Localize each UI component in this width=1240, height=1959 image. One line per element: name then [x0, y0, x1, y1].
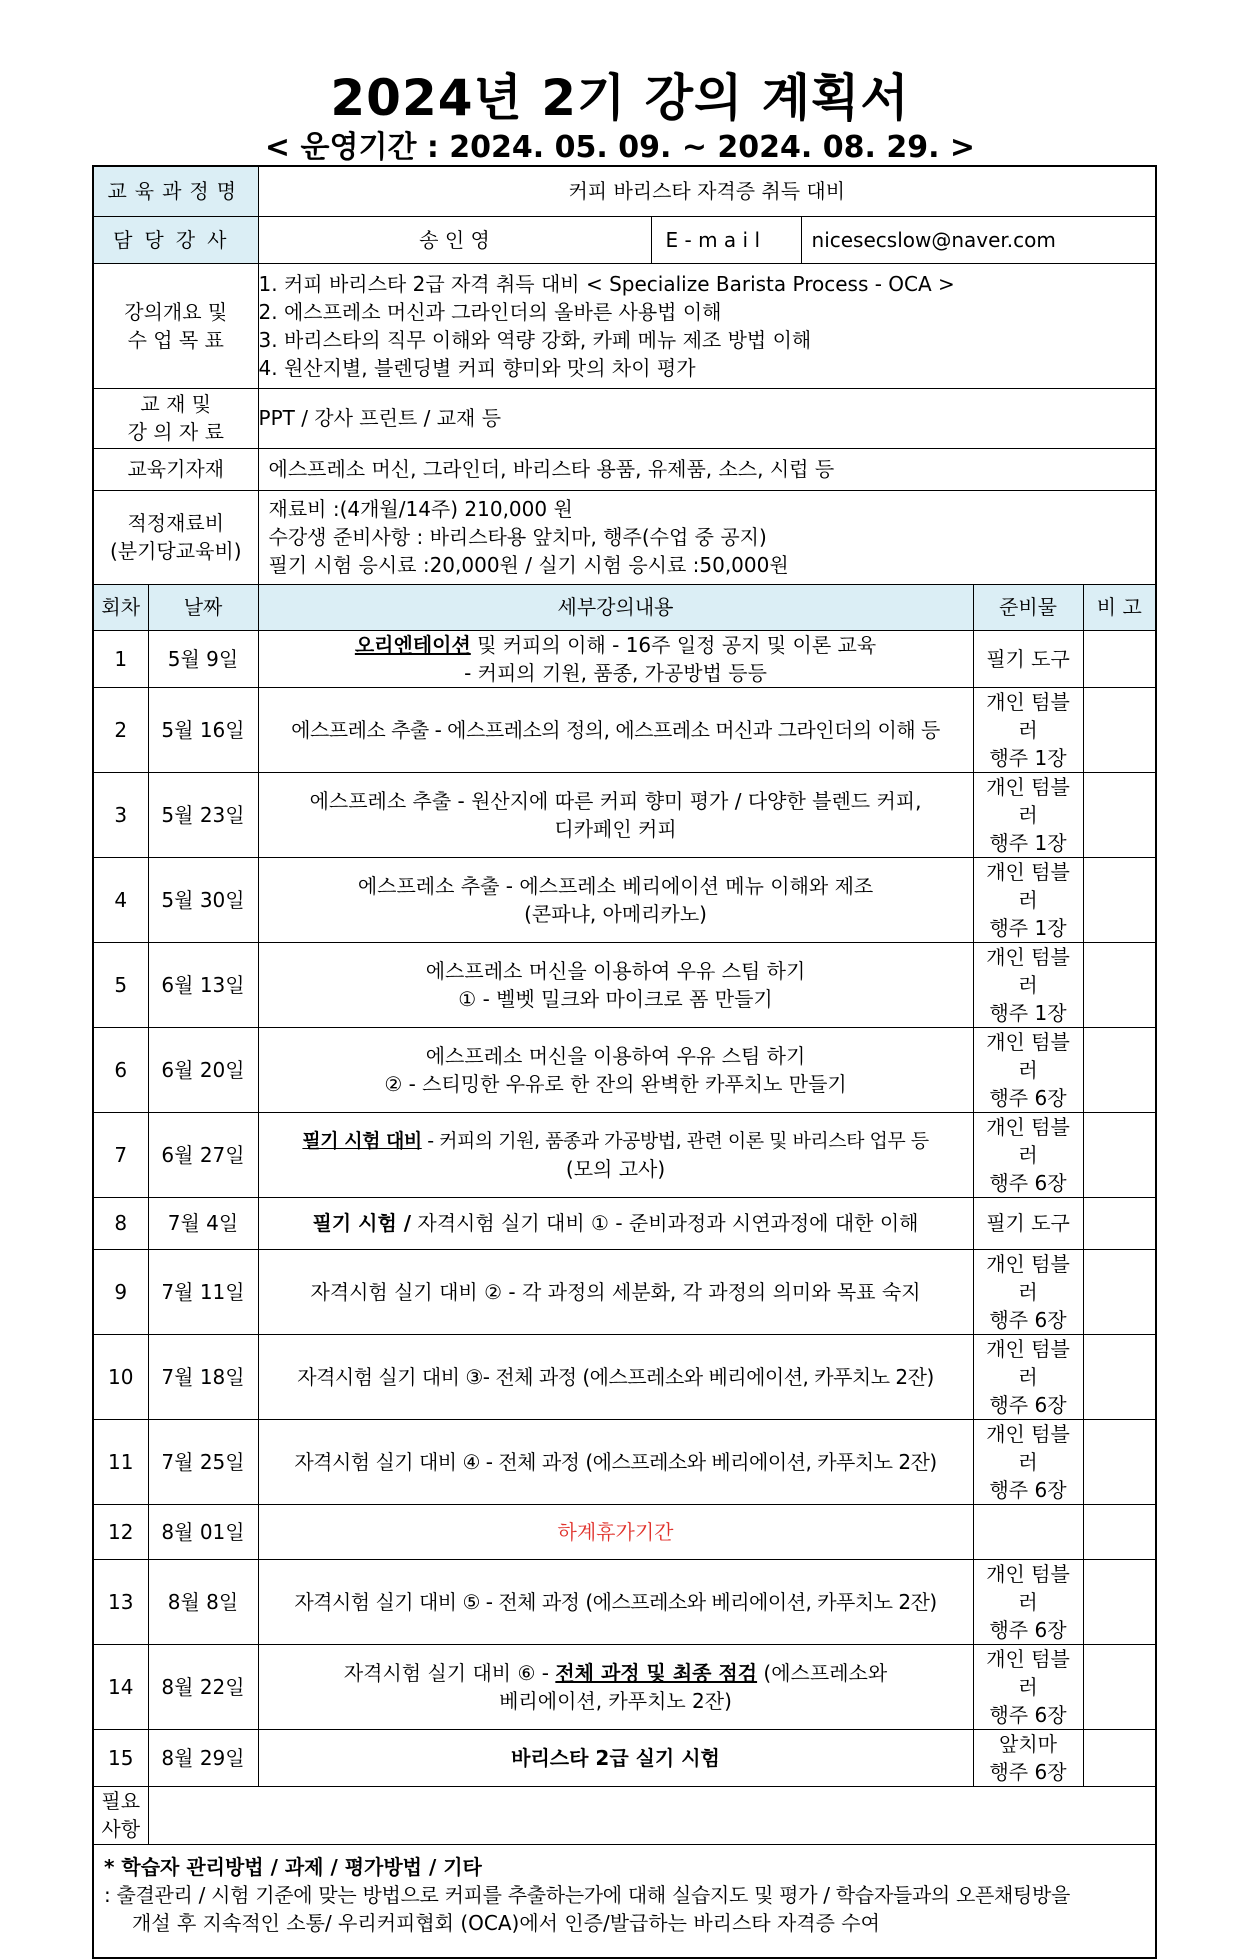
needs-value	[148, 1786, 1156, 1844]
table-row	[93, 772, 1156, 857]
operating-period: < 운영기간 : 2024. 05. 09. ~ 2024. 08. 29. >	[264, 130, 976, 165]
col-header-content: 세부강의내용	[258, 584, 973, 630]
session-content: 에스프레소 머신을 이용하여 우유 스팀 하기 ② - 스티밍한 우유로 한 잔의 완벽한 카푸치노 만들기	[258, 1027, 973, 1112]
session-no: 14	[93, 1644, 148, 1729]
session-no: 4	[93, 857, 148, 942]
session-prep: 개인 텀블러 행주 6장	[973, 1334, 1083, 1419]
session-no: 10	[93, 1334, 148, 1419]
fee-label: 적정재료비 (분기당교육비)	[93, 490, 258, 584]
session-content: 에스프레소 추출 - 에스프레소의 정의, 에스프레소 머신과 그라인더의 이해 등	[258, 687, 973, 772]
session-prep: 필기 도구	[973, 630, 1083, 687]
session-content: 자격시험 실기 대비 ⑥ - 전체 과정 및 최종 점검 (에스프레소와 베리에이션, 카푸치노 2잔)	[258, 1644, 973, 1729]
session-note	[1083, 1249, 1156, 1334]
session-date: 6월 13일	[148, 942, 258, 1027]
session-date: 6월 20일	[148, 1027, 258, 1112]
session-content: 자격시험 실기 대비 ④ - 전체 과정 (에스프레소와 베리에이션, 카푸치노 2잔)	[258, 1419, 973, 1504]
session-prep: 개인 텀블러 행주 6장	[973, 1249, 1083, 1334]
table-row	[93, 1197, 1156, 1249]
session-no: 5	[93, 942, 148, 1027]
session-no: 13	[93, 1559, 148, 1644]
overview-item: 4. 원산지별, 블렌딩별 커피 향미와 맛의 차이 평가	[258, 355, 696, 380]
email-label: E - m a i l	[651, 216, 801, 263]
table-row	[93, 630, 1156, 687]
session-date: 5월 30일	[148, 857, 258, 942]
course-name-label: 교육과정명	[93, 166, 258, 216]
session-prep: 개인 텀블러 행주 1장	[973, 687, 1083, 772]
table-row	[93, 1729, 1156, 1786]
table-row	[93, 942, 1156, 1027]
needs-label: 필요 사항	[93, 1786, 148, 1844]
session-note	[1083, 1729, 1156, 1786]
table-row	[93, 1504, 1156, 1559]
course-name-value: 커피 바리스타 자격증 취득 대비	[258, 166, 1156, 216]
session-no: 3	[93, 772, 148, 857]
session-content: 자격시험 실기 대비 ⑤ - 전체 과정 (에스프레소와 베리에이션, 카푸치노 2잔)	[258, 1559, 973, 1644]
session-date: 7월 25일	[148, 1419, 258, 1504]
session-prep	[973, 1504, 1083, 1559]
lecture-plan-table	[92, 165, 1157, 1959]
session-no: 6	[93, 1027, 148, 1112]
table-row	[93, 1559, 1156, 1644]
session-date: 5월 23일	[148, 772, 258, 857]
session-content: 에스프레소 추출 - 에스프레소 베리에이션 메뉴 이해와 제조 (콘파냐, 아메리카노)	[258, 857, 973, 942]
col-header-note: 비 고	[1083, 584, 1156, 630]
session-note	[1083, 1112, 1156, 1197]
session-note	[1083, 1504, 1156, 1559]
session-note	[1083, 1027, 1156, 1112]
session-date: 8월 01일	[148, 1504, 258, 1559]
fee-details: 재료비 :(4개월/14주) 210,000 원 수강생 준비사항 : 바리스타용 앞치마, 행주(수업 중 공지) 필기 시험 응시료 :20,000원 / 실기 시험 응시료 :50,000원	[258, 490, 1156, 584]
instructor-value: 송 인 영	[258, 216, 651, 263]
session-content: 에스프레소 머신을 이용하여 우유 스팀 하기 ① - 벨벳 밀크와 마이크로 폼 만들기	[258, 942, 973, 1027]
holiday-notice: 하계휴가기간	[258, 1504, 973, 1559]
session-prep: 개인 텀블러 행주 6장	[973, 1027, 1083, 1112]
session-no: 7	[93, 1112, 148, 1197]
page-title: 2024년 2기 강의 계획서	[330, 69, 910, 127]
table-row	[93, 1027, 1156, 1112]
table-row	[93, 857, 1156, 942]
session-date: 7월 18일	[148, 1334, 258, 1419]
session-content: 필기 시험 / 자격시험 실기 대비 ① - 준비과정과 시연과정에 대한 이해	[258, 1197, 973, 1249]
table-row	[93, 1644, 1156, 1729]
session-content: 바리스타 2급 실기 시험	[258, 1729, 973, 1786]
col-header-no: 회차	[93, 584, 148, 630]
overview-item: 3. 바리스타의 직무 이해와 역량 강화, 카페 메뉴 제조 방법 이해	[258, 327, 812, 352]
session-note	[1083, 1197, 1156, 1249]
session-content: 자격시험 실기 대비 ③- 전체 과정 (에스프레소와 베리에이션, 카푸치노 2잔)	[258, 1334, 973, 1419]
table-row	[93, 1249, 1156, 1334]
session-note	[1083, 1419, 1156, 1504]
session-prep: 개인 텀블러 행주 6장	[973, 1644, 1083, 1729]
table-row	[93, 1419, 1156, 1504]
overview-list	[258, 263, 1156, 388]
session-content: 에스프레소 추출 - 원산지에 따른 커피 향미 평가 / 다양한 블렌드 커피, 디카페인 커피	[258, 772, 973, 857]
session-date: 7월 11일	[148, 1249, 258, 1334]
email-value: nicesecslow@naver.com	[801, 216, 1156, 263]
session-note	[1083, 772, 1156, 857]
session-no: 2	[93, 687, 148, 772]
table-row	[93, 1334, 1156, 1419]
equipment-label: 교육기자재	[93, 448, 258, 490]
materials-value: PPT / 강사 프린트 / 교재 등	[258, 388, 1156, 448]
overview-item: 1. 커피 바리스타 2급 자격 취득 대비 < Specialize Barista Process - OCA >	[258, 271, 955, 296]
session-prep: 앞치마 행주 6장	[973, 1729, 1083, 1786]
col-header-date: 날짜	[148, 584, 258, 630]
session-note	[1083, 630, 1156, 687]
session-prep: 개인 텀블러 행주 1장	[973, 857, 1083, 942]
materials-label: 교 재 및 강 의 자 료	[93, 388, 258, 448]
session-prep: 필기 도구	[973, 1197, 1083, 1249]
session-note	[1083, 1334, 1156, 1419]
table-row	[93, 1112, 1156, 1197]
session-date: 8월 22일	[148, 1644, 258, 1729]
session-note	[1083, 1644, 1156, 1729]
session-no: 1	[93, 630, 148, 687]
management-notes	[93, 1844, 1156, 1958]
session-content: 오리엔테이션 및 커피의 이해 - 16주 일정 공지 및 이론 교육 - 커피의 기원, 품종, 가공방법 등등	[258, 630, 973, 687]
overview-item: 2. 에스프레소 머신과 그라인더의 올바른 사용법 이해	[258, 299, 722, 324]
session-note	[1083, 1559, 1156, 1644]
session-no: 8	[93, 1197, 148, 1249]
overview-label: 강의개요 및 수 업 목 표	[93, 263, 258, 388]
session-no: 12	[93, 1504, 148, 1559]
session-no: 11	[93, 1419, 148, 1504]
session-prep: 개인 텀블러 행주 6장	[973, 1559, 1083, 1644]
session-no: 15	[93, 1729, 148, 1786]
session-note	[1083, 942, 1156, 1027]
equipment-value: 에스프레소 머신, 그라인더, 바리스타 용품, 유제품, 소스, 시럽 등	[258, 448, 1156, 490]
management-line: 개설 후 지속적인 소통/ 우리커피협회 (OCA)에서 인증/발급하는 바리스타 자격증 수여	[132, 1910, 880, 1935]
session-prep: 개인 텀블러 행주 1장	[973, 942, 1083, 1027]
session-date: 6월 27일	[148, 1112, 258, 1197]
table-row	[93, 687, 1156, 772]
session-prep: 개인 텀블러 행주 6장	[973, 1112, 1083, 1197]
session-prep: 개인 텀블러 행주 6장	[973, 1419, 1083, 1504]
session-date: 8월 29일	[148, 1729, 258, 1786]
session-note	[1083, 857, 1156, 942]
session-content: 자격시험 실기 대비 ② - 각 과정의 세분화, 각 과정의 의미와 목표 숙지	[258, 1249, 973, 1334]
management-line: : 출결관리 / 시험 기준에 맞는 방법으로 커피를 추출하는가에 대해 실습지도 및 평가 / 학습자들과의 오픈채팅방을	[104, 1882, 1071, 1907]
instructor-label: 담당강사	[93, 216, 258, 263]
management-heading: * 학습자 관리방법 / 과제 / 평가방법 / 기타	[104, 1854, 482, 1879]
session-date: 8월 8일	[148, 1559, 258, 1644]
session-prep: 개인 텀블러 행주 1장	[973, 772, 1083, 857]
session-date: 5월 16일	[148, 687, 258, 772]
session-note	[1083, 687, 1156, 772]
session-date: 5월 9일	[148, 630, 258, 687]
col-header-prep: 준비물	[973, 584, 1083, 630]
session-date: 7월 4일	[148, 1197, 258, 1249]
session-no: 9	[93, 1249, 148, 1334]
session-content: 필기 시험 대비 - 커피의 기원, 품종과 가공방법, 관련 이론 및 바리스타 업무 등 (모의 고사)	[258, 1112, 973, 1197]
